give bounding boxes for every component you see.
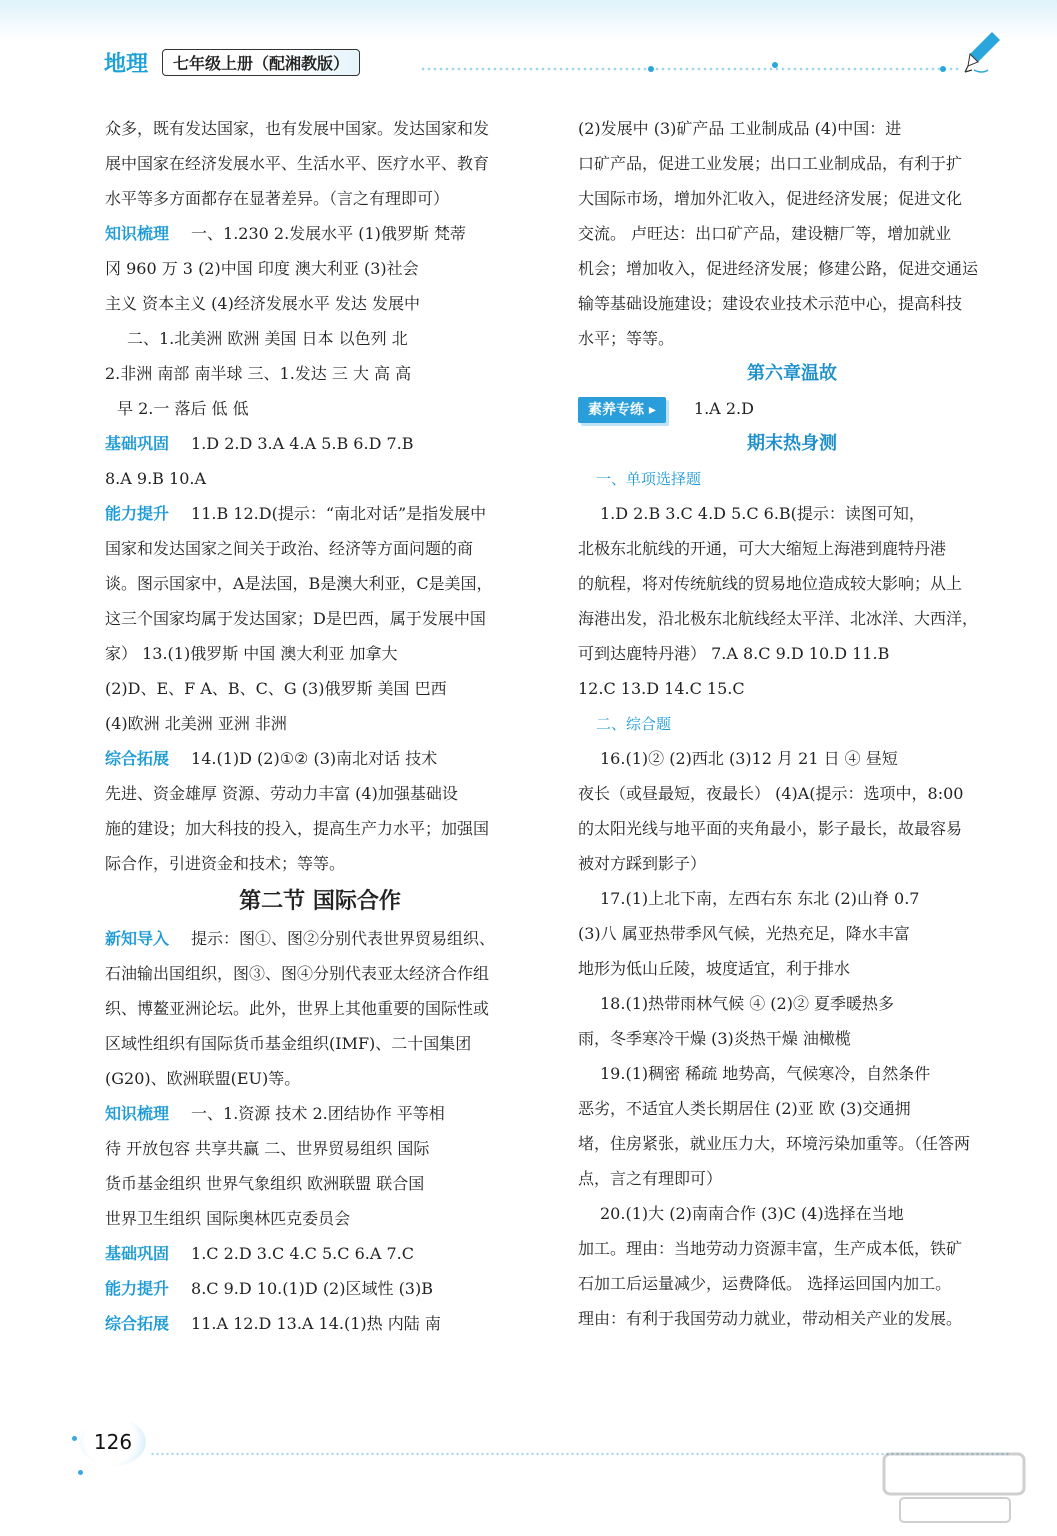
- answer-line: [578, 986, 1006, 1021]
- answer-text: 这三个国家均属于发达国家；D是巴西，属于发展中国: [105, 609, 486, 628]
- answer-text: 先进、资金雄厚 资源、劳动力丰富 (4)加强基础设: [105, 784, 458, 803]
- chapter-heading: 第六章温故: [747, 363, 837, 384]
- subject-title: 地理: [104, 51, 149, 77]
- answer-line: [578, 916, 1006, 951]
- footer-dot: [72, 1436, 77, 1441]
- answer-line: [105, 1306, 535, 1341]
- answer-line: [578, 1196, 1006, 1231]
- answer-line: [578, 146, 1006, 181]
- answer-text: 雨，冬季寒冷干燥 (3)炎热干燥 油橄榄: [578, 1029, 851, 1048]
- answer-line: [578, 216, 1006, 251]
- answer-line: [578, 251, 1006, 286]
- answer-line: [578, 531, 1006, 566]
- answer-category-tag: 基础巩固: [105, 1244, 170, 1263]
- right-column: [578, 111, 1006, 1336]
- answer-line: [105, 921, 535, 956]
- answer-text: 14.(1)D (2)①② (3)南北对话 技术: [191, 749, 438, 768]
- footer-dot: [78, 1470, 83, 1475]
- answer-line: [578, 566, 1006, 601]
- answer-line: [105, 321, 535, 356]
- question-type-label: [578, 461, 1006, 496]
- answer-text: 17.(1)上北下南，左西右东 东北 (2)山脊 0.7: [600, 889, 920, 908]
- answer-text: 大国际市场，增加外汇收入，促进经济发展；促进文化: [578, 189, 963, 208]
- answer-line: [105, 566, 535, 601]
- answer-line: [578, 286, 1006, 321]
- chapter-heading: 期末热身测: [747, 433, 837, 454]
- header-dot: [772, 62, 778, 68]
- answer-line: [105, 251, 535, 286]
- top-decor-band: [0, 0, 1057, 40]
- section-title: 第二节 国际合作: [239, 888, 401, 914]
- answer-line: [105, 776, 535, 811]
- answer-category-tag: 知识梳理: [105, 224, 170, 243]
- answer-line: [105, 461, 535, 496]
- answer-category-tag: 新知导入: [105, 929, 170, 948]
- answer-line: [578, 951, 1006, 986]
- header-dotted-line: [420, 66, 960, 72]
- answer-line: [578, 636, 1006, 671]
- answer-line: [105, 1026, 535, 1061]
- answer-line: [105, 146, 535, 181]
- answer-text: 世界卫生组织 国际奥林匹克委员会: [105, 1209, 351, 1228]
- answer-text: 谈。图示国家中，A是法国，B是澳大利亚，C是美国，: [105, 574, 493, 593]
- question-type-text: 一、单项选择题: [596, 470, 702, 488]
- answer-line: [105, 216, 535, 251]
- answer-text: 一、1.230 2.发展水平 (1)俄罗斯 梵蒂: [191, 224, 467, 243]
- answer-category-tag: 基础巩固: [105, 434, 170, 453]
- answer-text: 的太阳光线与地平面的夹角最小，影子最长，故最容易: [578, 819, 963, 838]
- answer-text: 加工。理由：当地劳动力资源丰富，生产成本低，铁矿: [578, 1239, 963, 1258]
- answer-text: 地形为低山丘陵，坡度适宜，利于排水: [578, 959, 851, 978]
- answer-line: [578, 1021, 1006, 1056]
- answer-line: [105, 846, 535, 881]
- answer-line: [105, 181, 535, 216]
- answer-text: 18.(1)热带雨林气候 ④ (2)② 夏季暖热多: [600, 994, 895, 1013]
- answer-line: [578, 181, 1006, 216]
- answer-text: (2)发展中 (3)矿产品 工业制成品 (4)中国：进: [578, 119, 902, 138]
- answer-line: [578, 1091, 1006, 1126]
- answer-category-tag: 知识梳理: [105, 1104, 170, 1123]
- answer-text: 恶劣，不适宜人类长期居住 (2)亚 欧 (3)交通拥: [578, 1099, 911, 1118]
- answer-text: 堵，住房紧张，就业压力大，环境污染加重等。（任答两: [578, 1134, 971, 1153]
- answer-text: 夜长（或昼最短，夜最长） (4)A(提示：选项中，8:00: [578, 784, 964, 803]
- answer-line: [105, 1201, 535, 1236]
- answer-text: 二、1.北美洲 欧洲 美国 日本 以色列 北: [127, 329, 408, 348]
- answer-text: 11.B 12.D(提示：“南北对话”是指发展中: [191, 504, 487, 523]
- answer-text: 家） 13.(1)俄罗斯 中国 澳大利亚 加拿大: [105, 644, 398, 663]
- answer-line: [105, 636, 535, 671]
- answer-text: 1.A 2.D: [693, 399, 754, 418]
- answer-text: 的航程，将对传统航线的贸易地位造成较大影响；从上: [578, 574, 963, 593]
- answer-text: 待 开放包容 共享共赢 二、世界贸易组织 国际: [105, 1139, 430, 1158]
- answer-text: 口矿产品，促进工业发展；出口工业制成品，有利于扩: [578, 154, 963, 173]
- header-dot: [940, 66, 946, 72]
- answer-text: (2)D、E、F A、B、C、G (3)俄罗斯 美国 巴西: [105, 679, 447, 698]
- answer-text: 8.A 9.B 10.A: [105, 469, 207, 488]
- answer-text: 一、1.资源 技术 2.团结协作 平等相: [191, 1104, 445, 1123]
- answer-text: 可到达鹿特丹港） 7.A 8.C 9.D 10.D 11.B: [578, 644, 890, 663]
- answer-line: [578, 1266, 1006, 1301]
- answer-text: 2.非洲 南部 南半球 三、1.发达 三 大 高 高: [105, 364, 412, 383]
- answer-text: 19.(1)稠密 稀疏 地势高，气候寒冷，自然条件: [600, 1064, 931, 1083]
- answer-text: 冈 960 万 3 (2)中国 印度 澳大利亚 (3)社会: [105, 259, 419, 278]
- answer-line: [105, 1236, 535, 1271]
- pen-icon: [962, 30, 1002, 74]
- answer-text: 石油输出国组织，图③、图④分别代表亚太经济合作组: [105, 964, 490, 983]
- answer-text: 主义 资本主义 (4)经济发展水平 发达 发展中: [105, 294, 421, 313]
- answer-category-tag: 综合拓展: [105, 749, 170, 768]
- answer-line: [105, 706, 535, 741]
- watermark-logo: [880, 1448, 1030, 1528]
- answer-text: 货币基金组织 世界气象组织 欧洲联盟 联合国: [105, 1174, 425, 1193]
- answer-text: 输等基础设施建设；建设农业技术示范中心，提高科技: [578, 294, 963, 313]
- answer-line: [105, 811, 535, 846]
- answer-line: [105, 1166, 535, 1201]
- answer-line: [578, 391, 1006, 426]
- answer-line: [105, 286, 535, 321]
- page-header: [104, 46, 360, 78]
- answer-line: [105, 496, 535, 531]
- answer-line: [578, 776, 1006, 811]
- answer-line: [105, 1271, 535, 1306]
- answer-text: 理由：有利于我国劳动力就业，带动相关产业的发展。: [578, 1309, 963, 1328]
- answer-text: 石加工后运量减少，运费降低。 选择运回国内加工。: [578, 1274, 952, 1293]
- answer-text: 1.C 2.D 3.C 4.C 5.C 6.A 7.C: [191, 1244, 414, 1263]
- answer-text: 点，言之有理即可）: [578, 1169, 723, 1188]
- answer-line: [105, 991, 535, 1026]
- answer-line: [578, 111, 1006, 146]
- answer-line: [105, 1061, 535, 1096]
- answer-line: [578, 1056, 1006, 1091]
- answer-text: 机会；增加收入，促进经济发展；修建公路，促进交通运: [578, 259, 979, 278]
- answer-line: [105, 671, 535, 706]
- grade-label: 七年级上册（配湘教版）: [162, 49, 360, 76]
- answer-line: [105, 426, 535, 461]
- answer-text: 11.A 12.D 13.A 14.(1)热 内陆 南: [191, 1314, 441, 1333]
- answer-line: [578, 1231, 1006, 1266]
- answer-line: [578, 811, 1006, 846]
- answer-line: [578, 1126, 1006, 1161]
- answer-text: 早 2.一 落后 低 低: [117, 399, 249, 418]
- answer-text: 8.C 9.D 10.(1)D (2)区域性 (3)B: [191, 1279, 433, 1298]
- answer-text: 20.(1)大 (2)南南合作 (3)C (4)选择在当地: [600, 1204, 904, 1223]
- answer-text: (3)八 属亚热带季风气候，光热充足，降水丰富: [578, 924, 910, 943]
- answer-line: [105, 601, 535, 636]
- answer-text: 提示：图①、图②分别代表世界贸易组织、: [191, 929, 496, 948]
- answer-line: [578, 1301, 1006, 1336]
- answer-line: [105, 531, 535, 566]
- answer-line: [578, 321, 1006, 356]
- answer-category-tag: 能力提升: [105, 1279, 170, 1298]
- answer-text: 海港出发，沿北极东北航线经太平洋、北冰洋、大西洋，: [578, 609, 979, 628]
- answer-line: [578, 601, 1006, 636]
- answer-line: [105, 111, 535, 146]
- answer-category-tag: 能力提升: [105, 504, 170, 523]
- question-type-label: [578, 706, 1006, 741]
- answer-line: [578, 1161, 1006, 1196]
- page-number: 126: [80, 1418, 146, 1466]
- answer-text: 施的建设；加大科技的投入，提高生产力水平；加强国: [105, 819, 490, 838]
- answer-line: [105, 741, 535, 776]
- answer-text: (G20)、欧洲联盟(EU)等。: [105, 1069, 301, 1088]
- answer-text: 16.(1)② (2)西北 (3)12 月 21 日 ④ 昼短: [600, 749, 898, 768]
- question-type-text: 二、综合题: [596, 715, 672, 733]
- answer-text: 1.D 2.B 3.C 4.D 5.C 6.B(提示：读图可知，: [600, 504, 925, 523]
- answer-text: 北极东北航线的开通，可大大缩短上海港到鹿特丹港: [578, 539, 947, 558]
- answer-line: [105, 1096, 535, 1131]
- answer-line: [578, 881, 1006, 916]
- answer-line: [105, 391, 535, 426]
- answer-line: [578, 846, 1006, 881]
- answer-text: 众多，既有发达国家，也有发展中国家。发达国家和发: [105, 119, 490, 138]
- answer-category-tag: 综合拓展: [105, 1314, 170, 1333]
- answer-line: [105, 1131, 535, 1166]
- answer-text: 织、博鳌亚洲论坛。此外，世界上其他重要的国际性或: [105, 999, 490, 1018]
- answer-text: 水平；等等。: [578, 329, 675, 348]
- answer-text: 交流。 卢旺达：出口矿产品，建设糖厂等，增加就业: [578, 224, 952, 243]
- answer-line: [578, 496, 1006, 531]
- answer-text: (4)欧洲 北美洲 亚洲 非洲: [105, 714, 287, 733]
- answer-text: 1.D 2.D 3.A 4.A 5.B 6.D 7.B: [191, 434, 414, 453]
- header-dot: [648, 66, 654, 72]
- answer-text: 被对方踩到影子）: [578, 854, 707, 873]
- answer-text: 国家和发达国家之间关于政治、经济等方面问题的商: [105, 539, 474, 558]
- answer-text: 际合作，引进资金和技术；等等。: [105, 854, 346, 873]
- answer-text: 展中国家在经济发展水平、生活水平、医疗水平、教育: [105, 154, 490, 173]
- answer-line: [105, 956, 535, 991]
- answer-line: [578, 741, 1006, 776]
- practice-badge: 素养专练 ▸: [578, 397, 666, 423]
- answer-text: 水平等多方面都存在显著差异。（言之有理即可）: [105, 189, 450, 208]
- answer-text: 12.C 13.D 14.C 15.C: [578, 679, 745, 698]
- answer-line: [578, 671, 1006, 706]
- answer-line: [105, 356, 535, 391]
- left-column: [105, 111, 535, 1341]
- answer-text: 区域性组织有国际货币基金组织(IMF)、二十国集团: [105, 1034, 472, 1053]
